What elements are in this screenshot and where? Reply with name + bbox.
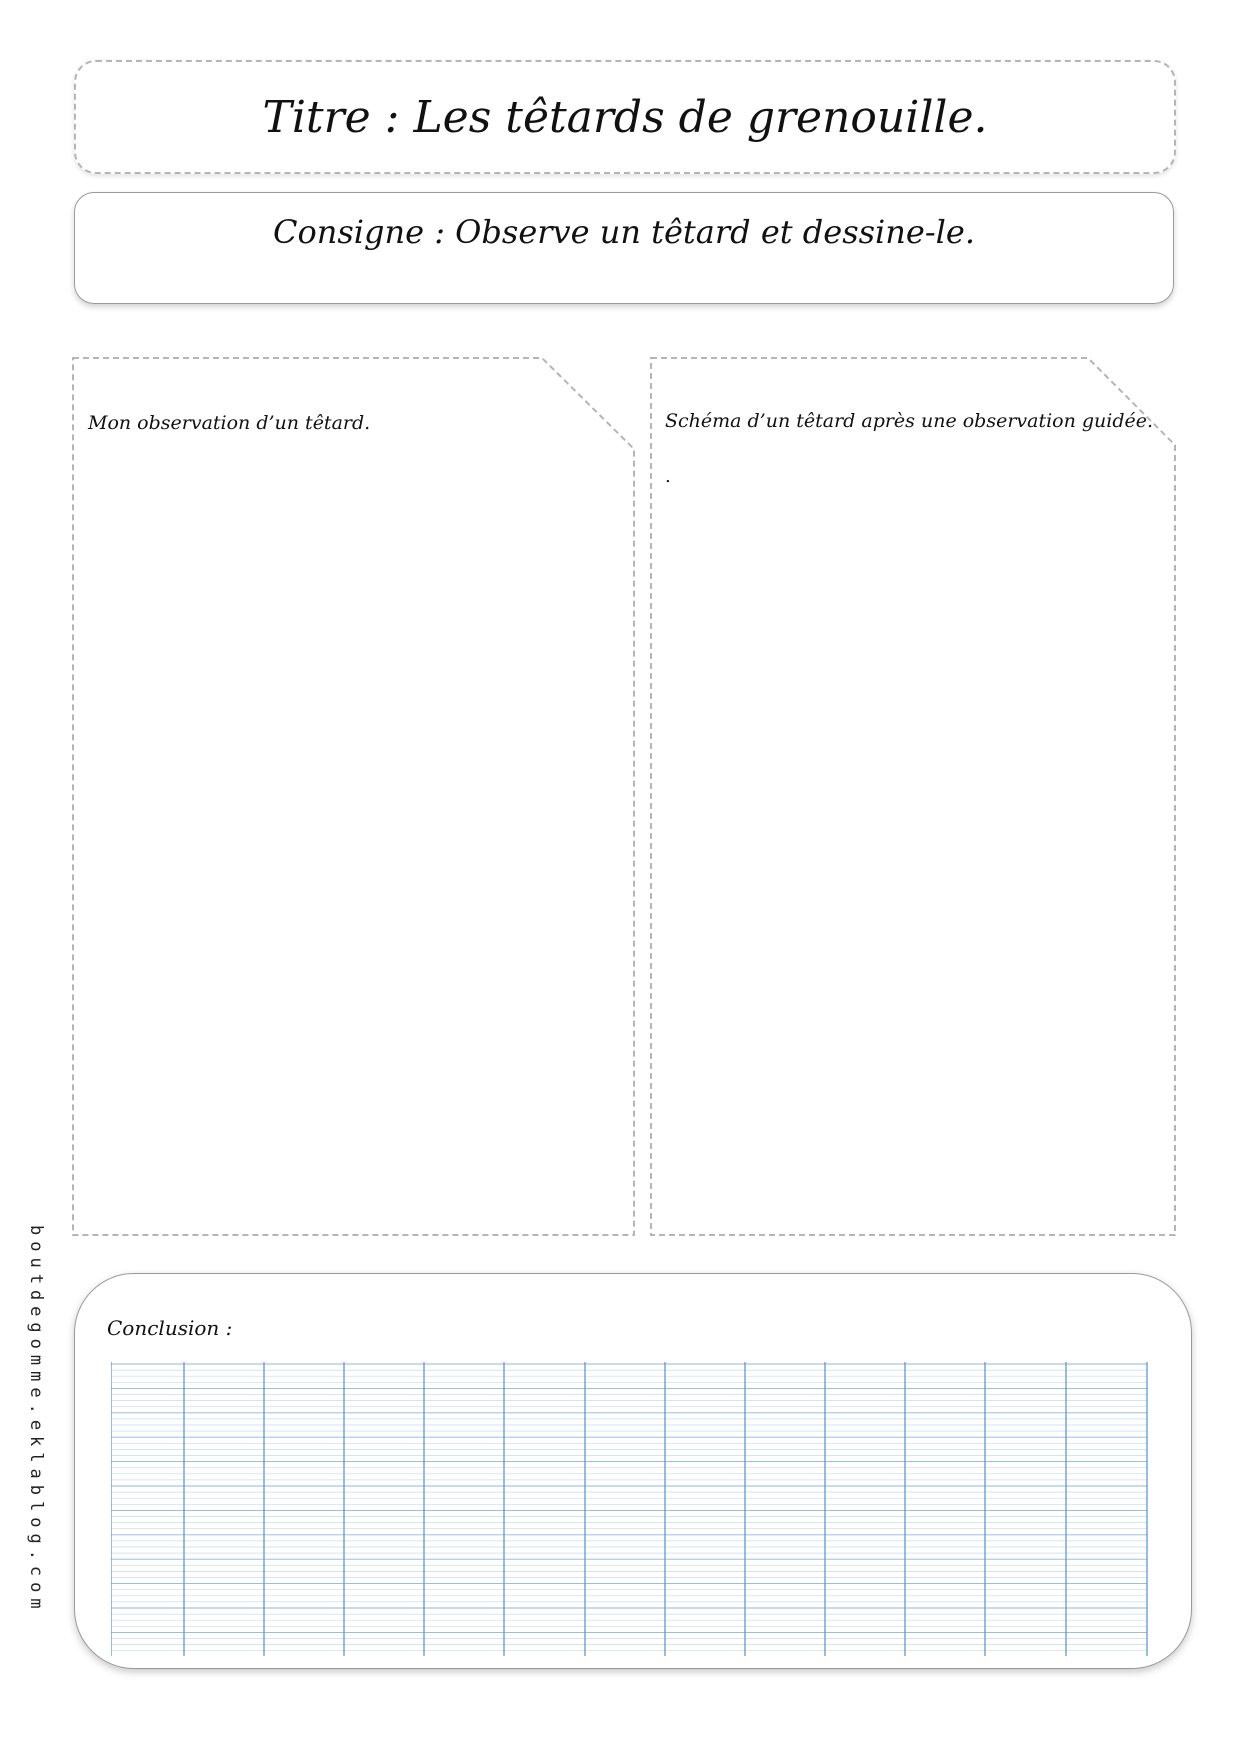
right-drawing-panel[interactable] [650,357,1177,1237]
site-credit: boutdegomme.eklablog.com [26,1225,46,1615]
left-panel-label: Mon observation d’un têtard. [88,412,371,434]
right-panel-marker: . [665,466,671,487]
worksheet-title: Titre : Les têtards de grenouille. [262,91,988,143]
left-drawing-panel[interactable] [72,357,636,1237]
instruction-text: Consigne : Observe un têtard et dessine-le. [273,213,975,251]
instruction-box [74,192,1174,304]
seyes-writing-grid[interactable] [111,1362,1151,1658]
conclusion-label[interactable]: Conclusion : [107,1316,233,1340]
right-panel-label: Schéma d’un têtard après une observation guidée. [665,410,1154,432]
title-box [74,60,1176,174]
conclusion-box [74,1273,1192,1669]
